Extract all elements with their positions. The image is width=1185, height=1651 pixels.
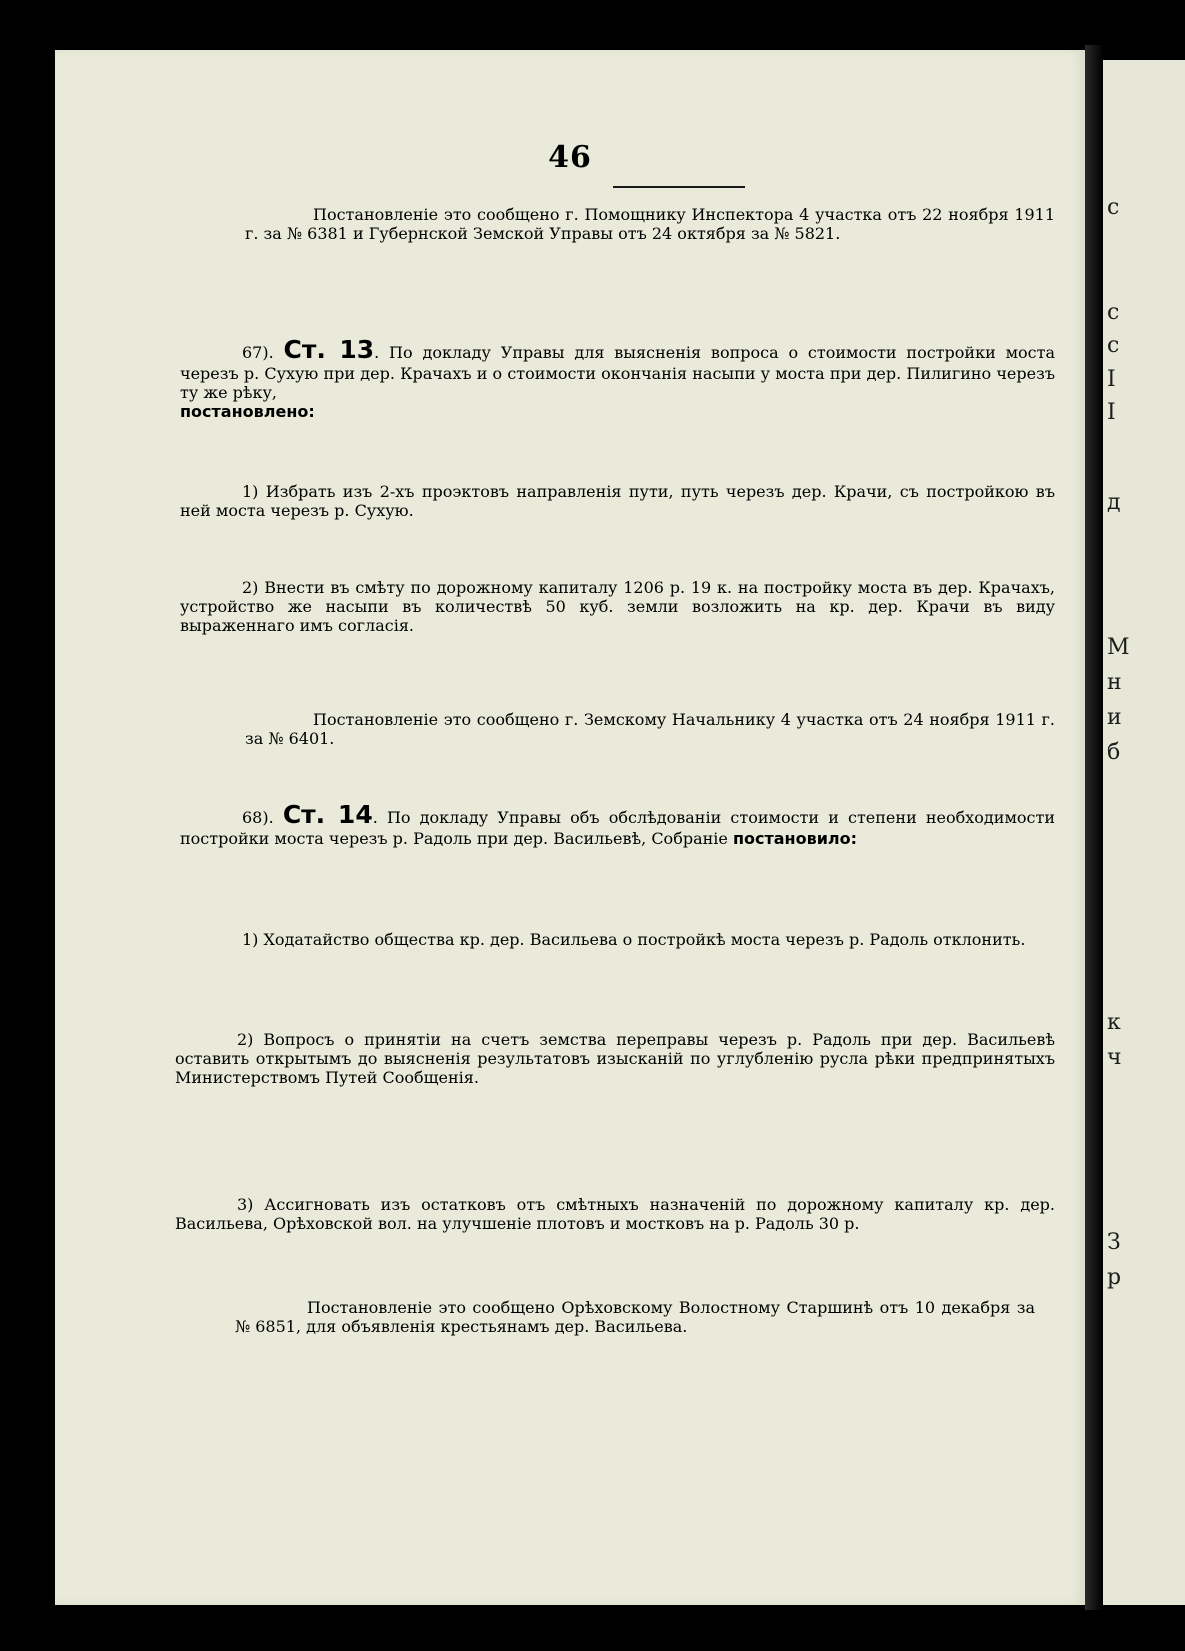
paragraph-item-3 [175,1195,1055,1233]
paragraph-text: 2) Внести въ смѣту по дорожному капиталу 1206 р. 19 к. на постройку моста въ дер. Крачахъ, устройство же насыпи въ количествѣ 50 куб. земли возложить на кр. дер. Крачи въ виду выраженнаго имъ согласія. [180,578,1055,635]
item-number: 68). [242,808,283,827]
article-heading: Ст. 14 [282,800,373,829]
paragraph-text: Постановленіе это сообщено Орѣховскому Волостному Старшинѣ отъ 10 декабря за № 6851, для объявленія крестьянамъ дер. Васильева. [235,1298,1035,1336]
adjacent-page-fragment: I [1107,400,1116,425]
adjacent-page-fragment: с [1107,300,1120,325]
adjacent-page-edge [1103,60,1185,1605]
adjacent-page-fragment: р [1107,1265,1122,1290]
adjacent-page-fragment: д [1107,490,1121,515]
page-number: 46 [548,140,592,175]
paragraph-text: 1) Ходатайство общества кр. дер. Васильева о постройкѣ моста черезъ р. Радоль отклонить. [242,930,1026,949]
paragraph-item-2 [180,578,1055,635]
paragraph-announcement-2 [245,710,1055,748]
paragraph-article-13 [180,335,1055,421]
paragraph-text: 1) Избрать изъ 2-хъ проэктовъ направленія пути, путь черезъ дер. Крачи, съ постройкою въ ней моста черезъ р. Сухую. [180,482,1055,520]
paragraph-text: . По докладу Управы объ обслѣдованіи стоимости и степени необходимости постройки моста черезъ р. Радоль при дер. Васильевѣ, Собраніе [180,808,1055,848]
resolution-label: постановлено: [180,402,315,421]
paragraph-text: 3) Ассигновать изъ остатковъ отъ смѣтныхъ назначеній по дорожному капиталу кр. дер. Васильева, Орѣховской вол. на улучшеніе плотовъ и мостковъ на р. Радоль 30 р. [175,1195,1055,1233]
paragraph-item-1b [180,930,1055,949]
adjacent-page-fragment: с [1107,195,1120,220]
adjacent-page-fragment: М [1107,635,1130,660]
adjacent-page-fragment: З [1107,1230,1121,1255]
article-heading: Ст. 13 [283,335,375,364]
paragraph-text: 2) Вопросъ о принятіи на счетъ земства переправы черезъ р. Радоль при дер. Васильевѣ оставить открытымъ до выясненія результатовъ изысканій по углубленію русла рѣки предпринятыхъ Министерствомъ Путей Сообщенія. [175,1030,1055,1087]
page-number-rule [613,186,745,188]
paragraph-announcement-3 [235,1298,1035,1336]
adjacent-page-fragment: и [1107,705,1122,730]
adjacent-page-fragment: н [1107,670,1122,695]
paragraph-text: Постановленіе это сообщено г. Земскому Начальнику 4 участка отъ 24 ноября 1911 г. за № 6401. [245,710,1055,748]
paragraph-text: Постановленіе это сообщено г. Помощнику Инспектора 4 участка отъ 22 ноября 1911 г. за № 6381 и Губернской Земской Управы отъ 24 октября за № 5821. [245,205,1055,243]
book-page [55,50,1085,1605]
adjacent-page-fragment: I [1107,367,1116,392]
adjacent-page-fragment: ч [1107,1045,1122,1070]
adjacent-page-fragment: к [1107,1010,1121,1035]
item-number: 67). [242,343,284,362]
paragraph-item-1 [180,482,1055,520]
resolution-label: постановило: [732,829,858,848]
paragraph-announcement-1 [245,205,1055,243]
paragraph-text: . По докладу Управы для выясненія вопроса о стоимости постройки моста черезъ р. Сухую при дер. Крачахъ и о стоимости окончанія насыпи у моста при дер. Пилигино черезъ ту же рѣку, [180,343,1056,402]
adjacent-page-fragment: б [1107,740,1121,765]
bleed-through-text [175,200,188,268]
paragraph-item-2b [175,1030,1055,1087]
book-gutter [1085,45,1103,1610]
adjacent-page-fragment: с [1107,333,1120,358]
paragraph-article-14 [180,800,1055,848]
